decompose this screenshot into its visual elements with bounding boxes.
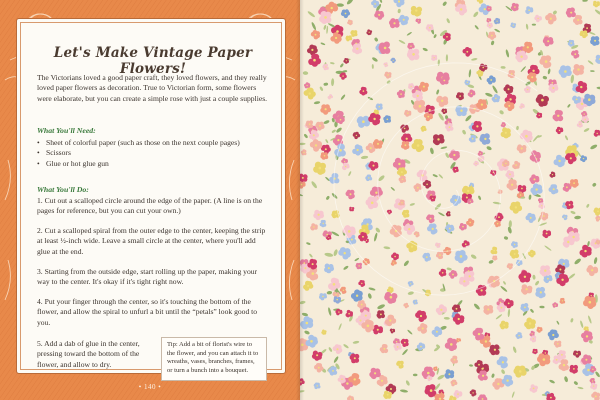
step-4: 4. Put your finger through the center, so it's touching the bottom of the flower, and allow the spiral to unfurl a bit until the “petals” look good to you.: [37, 297, 258, 327]
page-number: • 140 •: [138, 383, 162, 391]
intro-paragraph: The Victorians loved a good paper craft, they loved flowers, and they really loved paper flowers as decoration. True to Victorian form, some flowers were elaborate, but you can create a simple rose with just a couple supplies.: [37, 73, 268, 103]
step-2: 2. Cut a scalloped spiral from the outer edge to the center, keeping the strip at least ½-inch wide. Leave a small circle at the center, where you'll add glue at the end.: [37, 226, 266, 256]
list-item: • Glue or hot glue gun: [37, 159, 269, 169]
tip-box: Tip: Add a bit of florist's wire to the flower, and you can attach it to wreaths, vases, branches, frames, or turn a bunch into a bouquet.: [161, 337, 267, 381]
need-heading: What You'll Need:: [37, 126, 96, 135]
book-gutter: [296, 0, 304, 400]
list-item: • Scissors: [37, 148, 269, 158]
list-item: • Sheet of colorful paper (such as those on the next couple pages): [37, 138, 269, 148]
step-1: 1. Cut out a scalloped circle around the edge of the paper. (A line is on the pages for reference, but you can cut your own.): [37, 196, 263, 216]
floral-paper-page: [300, 0, 600, 400]
step-5: 5. Add a dab of glue in the center, pressing toward the bottom of the flower, and allow to dry.: [37, 339, 140, 369]
supplies-list: [37, 138, 269, 169]
floral-pattern: [300, 0, 600, 400]
step-3: 3. Starting from the outside edge, start rolling up the paper, making your way to the center. It's okay if it's tight right now.: [37, 267, 258, 287]
do-heading: What You'll Do:: [37, 185, 89, 194]
instruction-panel: [16, 18, 286, 374]
page-title: Let's Make Vintage Paper Flowers!: [53, 45, 253, 77]
